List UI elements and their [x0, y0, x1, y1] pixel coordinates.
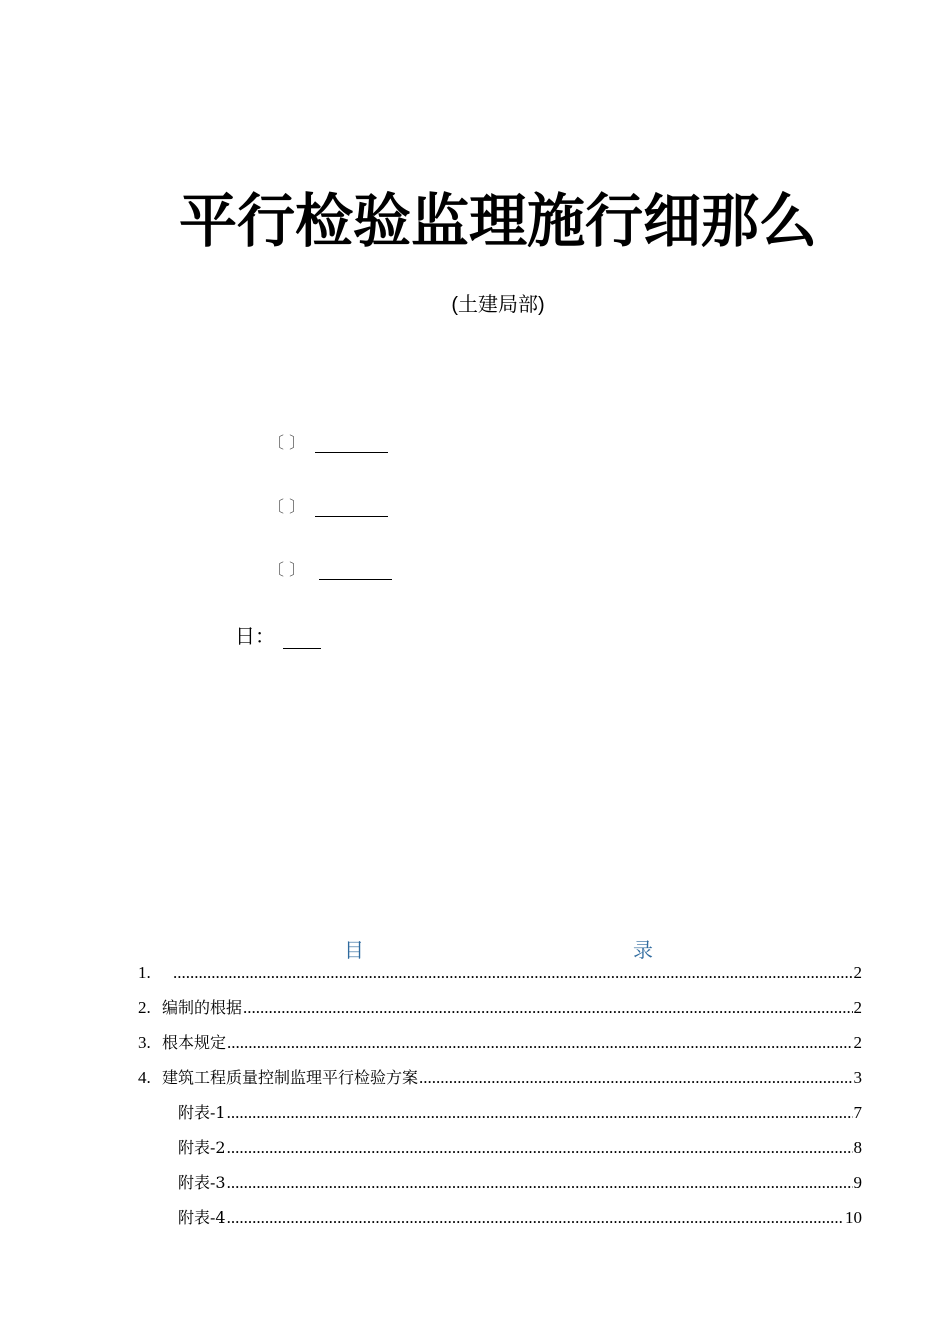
- toc-leader-dots: [227, 1204, 844, 1232]
- toc-leader-dots: [419, 1064, 852, 1092]
- document-title: 平行检验监理施行细那么: [178, 187, 817, 255]
- blank-line: [319, 561, 392, 580]
- toc-leader-dots: [227, 1169, 853, 1197]
- signature-field-1: [268, 430, 388, 453]
- blank-line: [315, 498, 388, 517]
- toc-entry[interactable]: [138, 1099, 862, 1134]
- toc-entry-page: 3: [853, 1068, 862, 1087]
- toc-heading-left: 目: [344, 938, 364, 962]
- blank-line: [315, 434, 388, 453]
- toc-entry-page: 8: [853, 1138, 862, 1157]
- toc-leader-dots: [173, 959, 853, 987]
- toc-entry-text: 编制的根据: [162, 998, 243, 1017]
- toc-entry-page: 2: [853, 1033, 862, 1052]
- toc-heading: [0, 934, 950, 962]
- toc-entry[interactable]: [138, 959, 862, 994]
- signature-field-3: [268, 557, 392, 580]
- toc-entry-page: 2: [853, 963, 862, 982]
- blank-line: [283, 630, 321, 649]
- toc-entry[interactable]: [138, 1064, 862, 1099]
- toc-entry[interactable]: [138, 1169, 862, 1204]
- toc-entry-text: 建筑工程质量控制监理平行检验方案: [162, 1068, 419, 1087]
- document-subtitle: (土建局部): [451, 294, 545, 316]
- field-label: 〔 〕: [268, 497, 306, 516]
- toc-entry-number: 1.: [138, 963, 151, 982]
- toc-leader-dots: [227, 1134, 853, 1162]
- toc-entry-text: 附表-3: [178, 1173, 226, 1192]
- toc-leader-dots: [243, 994, 852, 1022]
- signature-field-2: [268, 494, 388, 517]
- toc-heading-right: 录: [633, 938, 653, 962]
- toc-entry-text: 附表-1: [178, 1103, 226, 1122]
- field-label: 〔 〕: [268, 433, 306, 452]
- toc-entry[interactable]: [138, 1134, 862, 1169]
- toc-leader-dots: [227, 1099, 853, 1127]
- date-field: [235, 620, 321, 649]
- date-label: 日：: [235, 624, 275, 648]
- toc-entry-text: 附表-4: [178, 1208, 226, 1227]
- toc-entry-page: 10: [845, 1208, 862, 1227]
- toc-entry-page: 9: [853, 1173, 862, 1192]
- toc-entry-text: 附表-2: [178, 1138, 226, 1157]
- field-label: 〔 〕: [268, 560, 306, 579]
- toc-entry-page: 7: [853, 1103, 862, 1122]
- toc-entry[interactable]: [138, 1029, 862, 1064]
- toc-entry[interactable]: [138, 1204, 862, 1239]
- toc-entry[interactable]: [138, 994, 862, 1029]
- table-of-contents: [138, 959, 862, 1239]
- toc-entry-number: 3.: [138, 1033, 151, 1052]
- toc-entry-page: 2: [853, 998, 862, 1017]
- toc-leader-dots: [227, 1029, 852, 1057]
- toc-entry-text: 根本规定: [162, 1033, 227, 1052]
- toc-entry-number: 4.: [138, 1068, 151, 1087]
- toc-entry-number: 2.: [138, 998, 151, 1017]
